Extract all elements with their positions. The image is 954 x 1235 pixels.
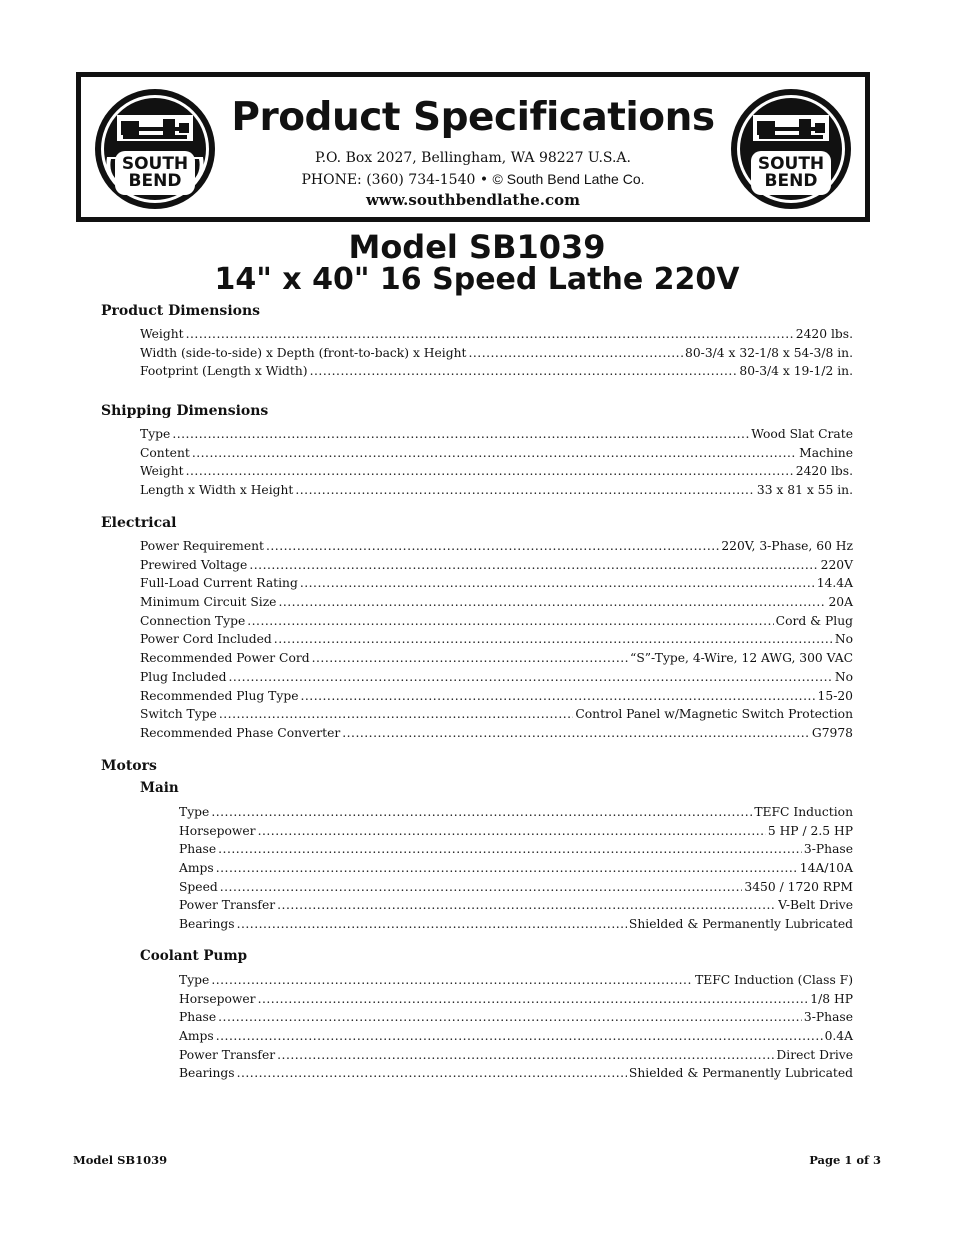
spec-row <box>140 464 853 483</box>
dot-leader <box>312 651 628 665</box>
spec-label: Recommended Phase Converter <box>140 725 341 740</box>
spec-row <box>179 805 853 824</box>
header-website: www.southbendlathe.com <box>365 191 581 209</box>
dot-leader <box>247 614 773 628</box>
footer-page-number: Page 1 of 3 <box>809 1153 881 1167</box>
spec-row <box>179 973 853 992</box>
spec-list-electrical <box>140 539 853 745</box>
spec-value: 3-Phase <box>803 1010 853 1025</box>
dot-leader <box>300 689 815 703</box>
spec-row <box>179 1048 853 1067</box>
spec-list-shipping-dimensions <box>140 427 853 502</box>
spec-row <box>179 1029 853 1048</box>
spec-row <box>140 346 853 365</box>
spec-label: Plug Included <box>140 669 227 684</box>
subsection-title-main-motor: Main <box>140 780 179 796</box>
spec-label: Type <box>140 427 171 441</box>
dot-leader <box>258 992 809 1006</box>
spec-row <box>179 1066 853 1085</box>
spec-value: G7978 <box>811 725 853 740</box>
spec-row <box>140 726 853 745</box>
spec-label: Power Requirement <box>140 539 264 553</box>
dot-leader <box>277 898 776 912</box>
spec-label: Power Transfer <box>179 898 276 913</box>
footer-model: Model SB1039 <box>73 1153 168 1167</box>
dot-leader <box>310 364 738 378</box>
dot-leader <box>266 539 719 553</box>
spec-row <box>140 707 853 726</box>
spec-label: Full-Load Current Rating <box>140 576 298 591</box>
dot-leader <box>468 346 683 360</box>
header-phone-number: PHONE: (360) 734-1540 • <box>301 172 493 188</box>
spec-label: Amps <box>179 1029 214 1044</box>
spec-value: 33 x 81 x 55 in. <box>756 483 853 498</box>
spec-value: 2420 lbs. <box>795 327 853 341</box>
spec-label: Recommended Power Cord <box>140 651 310 666</box>
header-frame <box>80 76 866 218</box>
spec-label: Amps <box>179 861 214 876</box>
spec-label: Weight <box>140 327 184 341</box>
dot-leader <box>258 824 766 838</box>
dot-leader <box>211 805 752 819</box>
spec-row <box>179 842 853 861</box>
spec-row <box>140 427 853 446</box>
spec-row <box>140 539 853 558</box>
spec-row <box>179 861 853 880</box>
spec-row <box>140 558 853 577</box>
subsection-title-coolant-pump: Coolant Pump <box>140 948 248 964</box>
dot-leader <box>192 446 797 460</box>
spec-row <box>140 483 853 502</box>
dot-leader <box>220 880 743 894</box>
section-title-shipping-dimensions: Shipping Dimensions <box>101 403 269 419</box>
spec-value: Machine <box>799 445 853 460</box>
spec-value: 0.4A <box>824 1029 853 1044</box>
spec-row <box>140 614 853 633</box>
header-address: P.O. Box 2027, Bellingham, WA 98227 U.S.A. <box>314 150 631 166</box>
section-title-motors: Motors <box>101 758 157 774</box>
dot-leader <box>211 973 693 987</box>
header-banner <box>76 72 870 222</box>
south-bend-logo-right <box>729 87 853 211</box>
spec-row <box>179 824 853 843</box>
spec-label: Type <box>179 973 210 987</box>
dot-leader <box>300 576 815 590</box>
spec-row <box>140 632 853 651</box>
spec-value: 5 HP / 2.5 HP <box>767 823 853 838</box>
spec-label: Phase <box>179 1010 217 1025</box>
spec-value: 15-20 <box>817 688 853 703</box>
spec-row <box>140 595 853 614</box>
svg-text:BEND: BEND <box>128 171 182 191</box>
spec-list-product-dimensions <box>140 327 853 383</box>
spec-label: Type <box>179 805 210 819</box>
spec-row <box>179 880 853 899</box>
spec-label: Bearings <box>179 1066 235 1081</box>
spec-row <box>179 898 853 917</box>
spec-row <box>179 917 853 936</box>
spec-value: 20A <box>828 595 853 610</box>
spec-list-coolant-pump <box>179 973 853 1085</box>
spec-row <box>140 327 853 346</box>
dot-leader <box>216 861 798 875</box>
dot-leader <box>278 595 826 609</box>
spec-value: V-Belt Drive <box>778 898 853 913</box>
model-description-title: 14" x 40" 16 Speed Lathe 220V <box>214 262 740 297</box>
spec-label: Bearings <box>179 917 235 932</box>
dot-leader <box>237 1066 627 1080</box>
header-title: Product Specifications <box>231 95 715 140</box>
spec-label: Footprint (Length x Width) <box>140 364 308 379</box>
spec-value: 14A/10A <box>799 861 853 876</box>
spec-value: 14.4A <box>816 576 853 591</box>
spec-row <box>140 689 853 708</box>
spec-row <box>179 1010 853 1029</box>
dot-leader <box>277 1048 774 1062</box>
spec-value: Direct Drive <box>776 1047 853 1062</box>
spec-row <box>140 576 853 595</box>
spec-label: Power Transfer <box>179 1047 276 1062</box>
spec-value: 80-3/4 x 32-1/8 x 54-3/8 in. <box>685 345 853 360</box>
spec-value: 220V <box>820 557 853 572</box>
spec-label: Weight <box>140 464 184 479</box>
spec-label: Prewired Voltage <box>140 557 248 572</box>
spec-value: 3-Phase <box>803 842 853 857</box>
spec-label: Minimum Circuit Size <box>140 595 277 610</box>
spec-label: Horsepower <box>179 823 256 838</box>
spec-value: TEFC Induction <box>754 805 853 819</box>
dot-leader <box>237 917 627 931</box>
dot-leader <box>186 327 794 341</box>
dot-leader <box>172 427 749 441</box>
dot-leader <box>274 632 833 646</box>
spec-value: Wood Slat Crate <box>751 427 853 441</box>
spec-label: Horsepower <box>179 991 256 1006</box>
spec-value: Shielded & Permanently Lubricated <box>628 1066 853 1081</box>
spec-label: Length x Width x Height <box>140 483 294 498</box>
south-bend-logo-icon <box>729 87 853 211</box>
section-title-electrical: Electrical <box>101 515 177 531</box>
spec-label: Recommended Plug Type <box>140 688 299 703</box>
dot-leader <box>186 464 794 478</box>
spec-value: No <box>834 632 853 647</box>
dot-leader <box>249 558 818 572</box>
spec-row <box>179 992 853 1011</box>
spec-label: Width (side-to-side) x Depth (front-to-back) x Height <box>140 345 467 360</box>
spec-value: 1/8 HP <box>810 991 853 1006</box>
dot-leader <box>342 726 810 740</box>
spec-value: Control Panel w/Magnetic Switch Protection <box>575 707 853 722</box>
spec-row <box>140 446 853 465</box>
dot-leader <box>219 707 574 721</box>
spec-value: “S”-Type, 4-Wire, 12 AWG, 300 VAC <box>630 651 853 666</box>
dot-leader <box>228 670 832 684</box>
spec-label: Content <box>140 445 190 460</box>
spec-label: Speed <box>179 879 218 894</box>
spec-row <box>140 651 853 670</box>
dot-leader <box>218 1010 802 1024</box>
spec-value: Cord & Plug <box>775 613 853 628</box>
dot-leader <box>295 483 755 497</box>
spec-value: 80-3/4 x 19-1/2 in. <box>739 364 853 379</box>
spec-label: Connection Type <box>140 613 246 628</box>
spec-list-main-motor <box>179 805 853 936</box>
spec-label: Phase <box>179 842 217 857</box>
dot-leader <box>216 1029 823 1043</box>
spec-value: 3450 / 1720 RPM <box>744 879 853 894</box>
model-number-title: Model SB1039 <box>348 228 606 266</box>
svg-text:SOUTH: SOUTH <box>757 154 825 174</box>
svg-text:BEND: BEND <box>764 171 818 191</box>
header-copyright: © South Bend Lathe Co. <box>492 171 645 187</box>
section-title-product-dimensions: Product Dimensions <box>101 303 261 319</box>
spec-value: No <box>834 669 853 684</box>
spec-row <box>140 364 853 383</box>
spec-value: TEFC Induction (Class F) <box>695 973 853 987</box>
spec-value: 2420 lbs. <box>795 464 853 479</box>
spec-value: 220V, 3-Phase, 60 Hz <box>721 539 853 553</box>
spec-label: Power Cord Included <box>140 632 272 647</box>
dot-leader <box>218 842 802 856</box>
spec-row <box>140 670 853 689</box>
spec-value: Shielded & Permanently Lubricated <box>628 917 853 932</box>
svg-text:SOUTH: SOUTH <box>121 154 189 174</box>
spec-label: Switch Type <box>140 707 217 722</box>
